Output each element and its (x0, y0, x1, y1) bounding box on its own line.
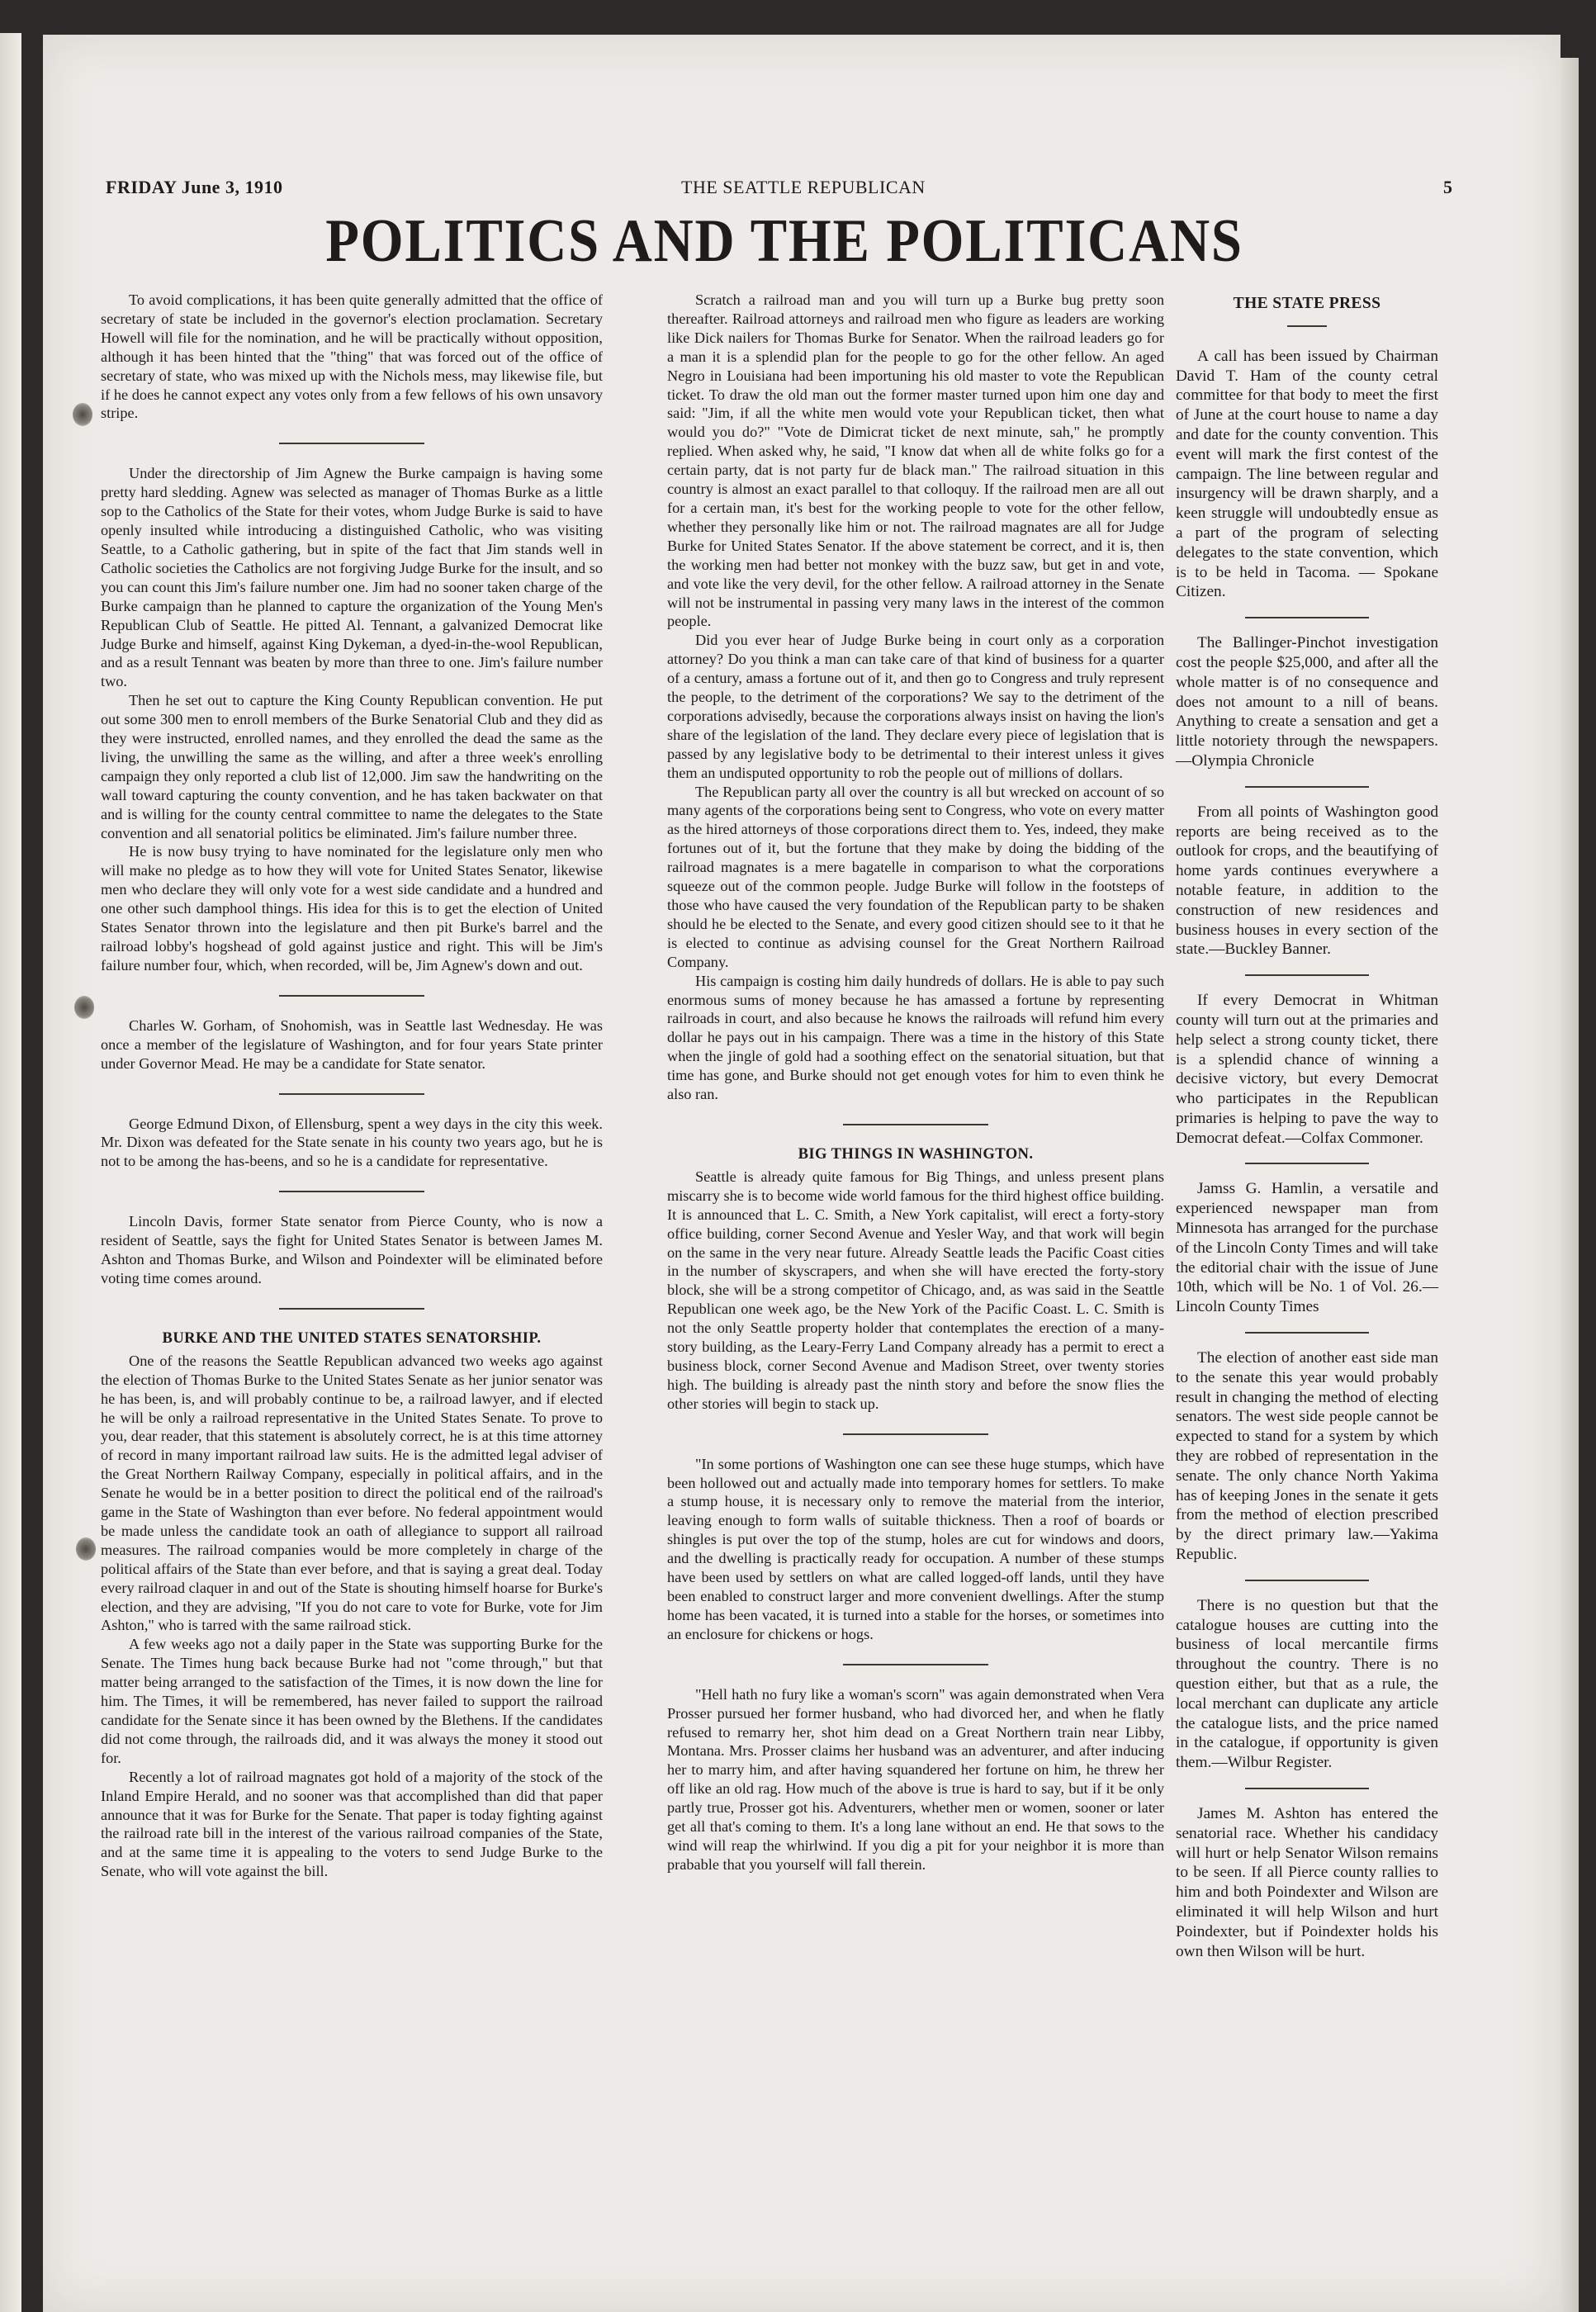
press-item: James M. Ashton has entered the senatorial race. Whether his candidacy will hurt or help Senator Wilson remains to be seen. If all Pierce county rallies to him and both Poindexter and Wilson are eliminated it will help Wilson and hurt Poindexter, but if Poindexter holds his own then Wilson will be hurt. (1176, 1805, 1438, 1960)
press-item: Jamss G. Hamlin, a versatile and experienced newspaper man from Minnesota has arranged for the purchase of the Lincoln Conty Times and will take the editorial chair with the issue of June 10th, which will be No. 1 of Vol. 26.—Lincoln County Times (1176, 1180, 1438, 1316)
section-divider (279, 1191, 424, 1192)
section-divider (1245, 1163, 1369, 1164)
section-divider (279, 1308, 424, 1310)
article-paragraph: Lincoln Davis, former State senator from Pierce County, who is now a resident of Seattle, says the fight for United States Senator is between James M. Ashton and Thomas Burke, and Wilson and Poindexter will be eliminated before voting time comes around. (101, 1213, 603, 1286)
press-item: The election of another east side man to the senate this year would probably result in changing the method of electing senators. The west side people cannot be expected to stand for a system by which they are robbed of representation in the senate. The only chance North Yakima has of keeping Jones in the senate it gets from the method of election prescribed by the direct primary law.—Yakima Republic. (1176, 1349, 1438, 1564)
section-divider (279, 1093, 424, 1095)
article-paragraph: Under the directorship of Jim Agnew the Burke campaign is having some pretty hard sledding. Agnew was selected as manager of Thomas Burke as a little sop to the Catholics of the State for their votes, whom Judge Burke is said to have openly insulted while introducing a distinguished Catholic, who was visiting Seattle, to a Catholic gathering, but in spite of the fact that Jim stands well in Catholic societies the Catholics are not forgiving Judge Burke for the insult, and so you can count this Jim's failure number one. Jim had no sooner taken charge of the Burke campaign than he planned to capture the organization of the Young Men's Republican Club of Seattle. He pitted Al. Tennant, a galvanized Democrat like Judge Burke and himself, against King Dykeman, a dyed-in-the-wool Republican, and as a result Tennant was beaten by more than three to one. Jim's failure number two. (101, 465, 603, 690)
article-paragraph: His campaign is costing him daily hundreds of dollars. He is able to pay such enormous sums of money because he has amassed a fortune by representing railroads in court, and also because he knows the railroads will refund him every dollar he pays out in his campaign. There was a time in the history of this State when the jingle of gold had a soothing effect on the senatorial situation, but that time has gone, and Burke should not get enough votes for him to even think he also ran. (667, 972, 1164, 1103)
binding-hole-icon (73, 403, 92, 426)
article-heading: BURKE AND THE UNITED STATES SENATORSHIP. (162, 1329, 542, 1347)
previous-page-edge (0, 33, 21, 2312)
article-paragraph: "Hell hath no fury like a woman's scorn" was again demonstrated when Vera Prosser pursued her former husband, who had divorced her, and when he flatly refused to remarry her, shot him dead on a Great Northern train near Libby, Montana. Mrs. Prosser claims her husband was an adventurer, and after inducing her to marry him, and after having squandered her fortune on him, he threw her off like an old rag. How much of the above is true is hard to say, but if it be only partly true, Prosser got his. Adventurers, whether men or women, sooner or later get all that's coming to them. It's a long lane without an end. He that sows to the wind will reap the whirlwind. If you dig a pit for your neighbor it is more than prabable that you yourself will fall therein. (667, 1685, 1164, 1873)
section-divider (1245, 1788, 1369, 1789)
article-paragraph: Seattle is already quite famous for Big Things, and unless present plans miscarry she is to become wide world famous for the third highest office building. It is announced that L. C. Smith, a New York capitalist, will erect a forty-story office building, corner Second Avenue and Yesler Way, and that work will begin on the same in the very near future. Already Seattle leads the Pacific Coast cities in the number of skyscrapers, and when she will have erected the forty-story block, she will be a strong competitor of Chicago, and, as was said in the Seattle Republican one week ago, be the New York of the Pacific Coast. L. C. Smith is not the only Seattle property holder that contemplates the erection of a many-story building, as the Leary-Ferry Land Company already has a permit to erect a business block, corner Second Avenue and Madison Street, over twenty stories high. The building is already past the ninth story and before the snow flies the other stories will begin to stack up. (667, 1168, 1164, 1412)
section-heading: THE STATE PRESS (1233, 295, 1381, 312)
section-divider (279, 443, 424, 444)
article-paragraph: To avoid complications, it has been quite generally admitted that the office of secretary of state be included in the governor's election proclamation. Secretary Howell will file for the nomination, and he will be practically without opposition, although it has been hinted that the "thing" that was forced out of the office of secretary of state, who was mixed up with the Nichols mess, may likewise file, but if he does he cannot expect any votes only from a few fellows of his own unsavory stripe. (101, 291, 603, 422)
article-paragraph: Scratch a railroad man and you will turn up a Burke bug pretty soon thereafter. Railroad attorneys and railroad men who figure as leaders are working like Dick nailers for Thomas Burke for Senator. When the railroad leaders go for a man it is a splendid plan for the people to go for the other fellow. An aged Negro in Louisiana had been importuning his old master to vote the Republican ticket. To draw the old man out the former master turned upon him one day and said: "Jim, if all the white men would vote your Republican ticket, then what would you do?" "Vote de Dimicrat ticket de next minute, sah," he promptly replied. When asked why, he said, "I know dat when all de white folks go for a certain party, dat is not party fur de black man." The railroad situation in this country is almost an exact parallel to that colloquy. If the railroad men are all out for a certain man, it's best for the working people to vote for the other fellow, whether they personally like him or not. The railroad magnates are all for Judge Burke for United States Senator. If the above statement be correct, and it is, then the working men had better not monkey with the buzz saw, but get in and vote, and vote like the very devil, for the other fellow. A railroad attorney in the Senate will not be instrumental in passing very many laws in the interest of the common people. (667, 291, 1164, 630)
article-paragraph: A few weeks ago not a daily paper in the State was supporting Burke for the Senate. The Times hung back because Burke had not "come through," but that matter being arranged to the satisfaction of the Times, it is now down the line for him. The Times, it will be remembered, has never failed to support the railroad candidate for the Senate since it has been owned by the Blethens. If the candidates did not come through, the railroads did, and it was always the money it stood out for. (101, 1636, 603, 1766)
column-middle (667, 291, 1164, 1874)
binding-hole-icon (74, 996, 94, 1019)
column-right (1176, 291, 1438, 1961)
article-paragraph: "In some portions of Washington one can see these huge stumps, which have been hollowed out and actually made into temporary homes for settlers. To make a stump house, it is necessary only to remove the material from the interior, leaving enough to form walls of suitable thickness. Then a roof of boards or shingles is put over the top of the stump, holes are cut for windows and doors, and the dwelling is practically ready for occupation. A number of these stumps have been used by settlers on what are called logged-off lands, until they have been enabled to construct larger and more convenient dwellings. After the stump home has been vacated, it is turned into a stable for the horses, or sometimes into an enclosure for chickens or hogs. (667, 1455, 1164, 1642)
press-item: From all points of Washington good reports are being received as to the outlook for crops, and the beautifying of home yards continues everywhere a notable feature, in addition to the construction of new residences and business houses in every section of the state.—Buckley Banner. (1176, 803, 1438, 959)
article-paragraph: Recently a lot of railroad magnates got hold of a majority of the stock of the Inland Empire Herald, and no sooner was that accomplished than did that paper announce that it was for Burke for the Senate. That paper is today fighting against the railroad rate bill in the interest of the various railroad companies of the State, and at the same time it is appealing to the voters to send Judge Burke to the Senate, who will vote against the bill. (101, 1768, 603, 1880)
article-paragraph: Did you ever hear of Judge Burke being in court only as a corporation attorney? Do you think a man can take care of that kind of business for a quarter of a century, amass a fortune out of it, and then go to Congress and truly represent the people, to the detriment of the corporations? We say to the detriment of the corporations advisedly, because the corporations always insist on having the lion's share of the legislation of the land. They declare every piece of legislation that is passed by any legislative body to be detrimental to their interest unless it gives them an undisputed opportunity to rob the people out of millions of dollars. (667, 632, 1164, 781)
binding-hole-icon (76, 1537, 96, 1561)
press-item: There is no question but that the catalogue houses are cutting into the business of local mercantile firms throughout the country. There is no question either, but that as a rule, the local merchant can duplicate any article the catalogue lists, and the price named in the catalogue, if opportunity is given them.—Wilbur Register. (1176, 1596, 1438, 1772)
newspaper-name: THE SEATTLE REPUBLICAN (681, 177, 926, 197)
section-divider (843, 1124, 988, 1125)
page-headline: POLITICS AND THE POLITICANS (325, 207, 1243, 275)
section-divider (1245, 786, 1369, 788)
press-item: If every Democrat in Whitman county will turn out at the primaries and help select a strong county ticket, there is a splendid chance of winning a decisive victory, but every Democrat who participates in the Republican primaries is helping to pave the way to Democrat defeat.—Colfax Commoner. (1176, 992, 1438, 1147)
section-divider (843, 1433, 988, 1435)
article-paragraph: One of the reasons the Seattle Republican advanced two weeks ago against the election of Thomas Burke to the United States Senate as her junior senator was he has been, is, and will probably continue to be, a railroad lawyer, and if elected he will be only a railroad representative in the United States Senate. To prove to you, dear reader, that this statement is absolutely correct, he is at this time attorney of record in many important railroad law suits. He is the admitted legal adviser of the Great Northern Railway Company, especially in political affairs, and in the Senate he would be in a better position to direct the political end of the railroad's game in the State of Washington than ever before. No federal appointment would be made unless the candidate took an oath of allegiance to support all railroad measures. The railroad companies would be more completely in charge of the political affairs of the State than ever before, and that is saying a great deal. Today every railroad claquer in and out of the State is shouting himself hoarse for Burke's election, and they are advising, "If you do not care to vote for Burke, vote for Jim Ashton," who is tarred with the same railroad stick. (101, 1352, 603, 1634)
section-divider (1245, 974, 1369, 976)
section-divider (1245, 617, 1369, 618)
section-divider (1245, 1332, 1369, 1334)
press-item: A call has been issued by Chairman David T. Ham of the county cetral committee for that body to meet the first of June at the court house to name a day and date for the county convention. This event will mark the first contest of the campaign. The line between regular and insurgency will be drawn sharply, and a keen struggle will undoubtedly ensue as a part of the program of selecting delegates to the state convention, which is to be held in Tacoma. — Spokane Citizen. (1176, 347, 1438, 601)
press-item: The Ballinger-Pinchot investigation cost the people $25,000, and after all the whole matter is of no consequence and does not amount to a nill of beans. Anything to create a sensation and get a little notoriety through the newspapers.—Olympia Chronicle (1176, 634, 1438, 770)
issue-date: FRIDAY June 3, 1910 (106, 177, 283, 197)
article-paragraph: He is now busy trying to have nominated for the legislature only men who will make no pledge as to how they will vote for United States Senator, likewise men who declare they will only vote for a west side candidate and a hundred and one other such damphool things. His idea for this is to get the election of United States Senator thrown into the legislature and then pit Burke's barrel and the railroad lobby's hogshead of gold against justice and right. This will be Jim's failure number four, which, when recorded, will be, Jim Agnew's down and out. (101, 843, 603, 974)
page-edge (1560, 58, 1579, 2312)
article-paragraph: Charles W. Gorham, of Snohomish, was in Seattle last Wednesday. He was once a member of the legislature of Washington, and for four years State printer under Governor Mead. He may be a candidate for State senator. (101, 1016, 603, 1072)
article-paragraph: George Edmund Dixon, of Ellensburg, spent a wey days in the city this week. Mr. Dixon was defeated for the State senate in his county two years ago, but he is not to be among the has-beens, and so he is a candidate for representative. (101, 1115, 603, 1170)
article-heading: BIG THINGS IN WASHINGTON. (798, 1144, 1034, 1163)
section-divider (1245, 1580, 1369, 1581)
section-divider (279, 995, 424, 997)
page-number: 5 (1443, 177, 1453, 197)
article-paragraph: Then he set out to capture the King County Republican convention. He put out some 300 men to enroll members of the Burke Senatorial Club and they did as they were instructed, enrolled names, and they enrolled the dead the same as the living, the unwilling the same as the willing, and after a three week's enrolling campaign they only reported a club list of 12,000. Jim saw the handwriting on the wall toward capturing the county convention, and he has taken backwater on that and is willing for the county central committee to name the delegates to the State convention and all senatorial politics be eliminated. Jim's failure number three. (101, 692, 603, 841)
article-paragraph: The Republican party all over the country is all but wrecked on account of so many agents of the corporations being sent to Congress, who vote on every matter as the hired attorneys of those corporations direct them to. Yes, indeed, they make fortunes out of it, but the fortune that they make by doing the bidding of the railroad magnates is a mere bagatelle in comparison to what the corporations squeeze out of the common people. Judge Burke will follow in the footsteps of those who have caused the very foundation of the Republican party to be shaken should he be elected to the Senate, and every good citizen should see to it that he is elected to continue as advising counsel for the Great Northern Railroad Company. (667, 783, 1164, 970)
section-divider (1287, 325, 1327, 327)
section-divider (843, 1664, 988, 1665)
column-left (101, 291, 603, 1881)
